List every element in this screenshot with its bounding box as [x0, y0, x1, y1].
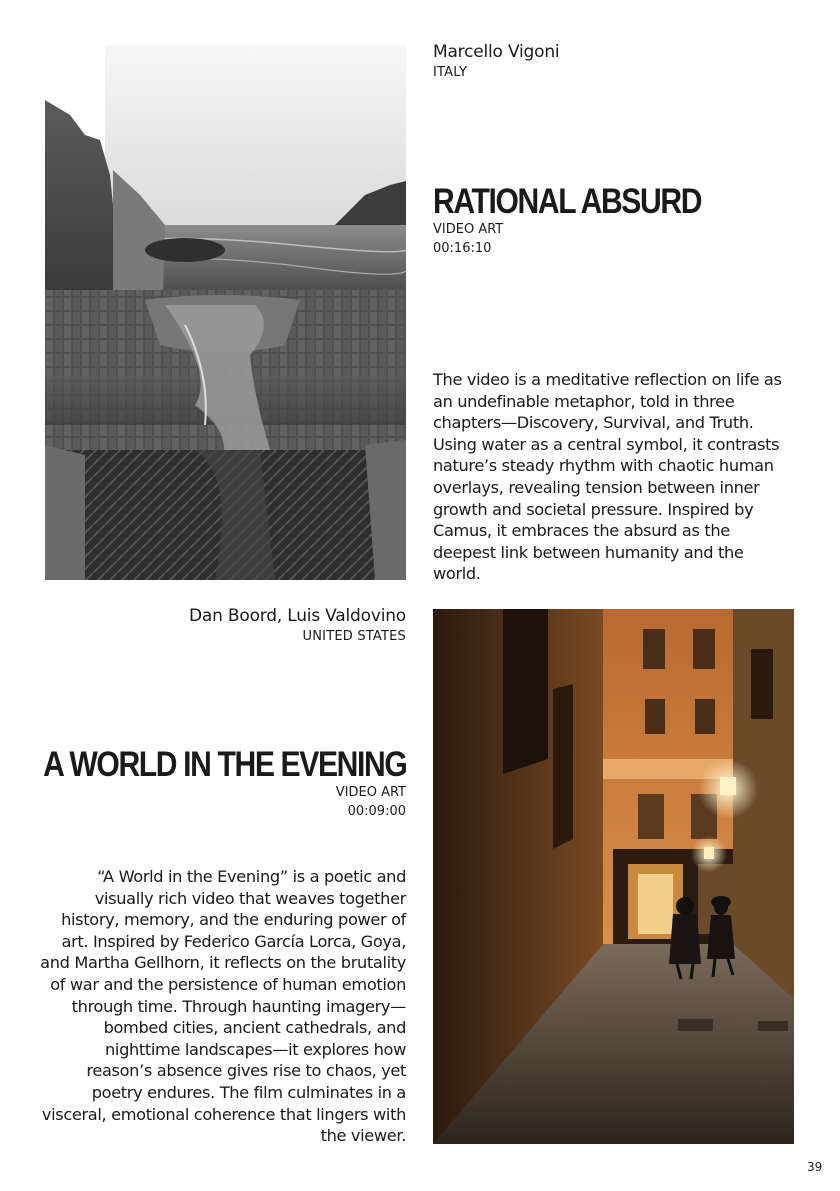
entry2-author: Dan Boord, Luis Valdovino — [189, 606, 406, 626]
entry1-title: RATIONAL ABSURD — [433, 182, 702, 221]
a-world-in-the-evening-still-image — [433, 609, 794, 1144]
entry2-description: “A World in the Evening” is a poetic and visually rich video that weaves together history, memory, and the enduring power of art. Inspired by Federico García Lorca, Goya, and Martha Gellhorn, it reflects on the brutality of war and the persistence of human emotion through time. Through haunting imagery—bombed cities, ancient cathedrals, and nighttime landscapes—it explores how reason’s absence gives rise to chaos, yet poetry endures. The film culminates in a visceral, emotional coherence that lingers with the viewer. — [40, 867, 406, 1146]
entry2-duration: 00:09:00 — [347, 804, 406, 819]
entry1-author: Marcello Vigoni — [433, 42, 560, 62]
page-number: 39 — [807, 1160, 823, 1174]
entry1-description: The video is a meditative reflection on life as an undefinable metaphor, told in three chapters—Discovery, Survival, and Truth. Using water as a central symbol, it contrasts nature’s steady rhythm with chaotic human overlays, revealing tension between inner growth and societal pressure. Inspired by Camus, it embraces the absurd as the deepest link between humanity and the world. — [433, 370, 782, 584]
entry2-country: UNITED STATES — [302, 629, 406, 644]
entry1-duration: 00:16:10 — [433, 241, 492, 256]
entry2-category: VIDEO ART — [335, 785, 406, 800]
entry1-country: ITALY — [433, 65, 468, 80]
entry1-category: VIDEO ART — [433, 222, 504, 237]
rational-absurd-still-image — [45, 45, 406, 580]
entry2-title: A WORLD IN THE EVENING — [42, 745, 406, 784]
